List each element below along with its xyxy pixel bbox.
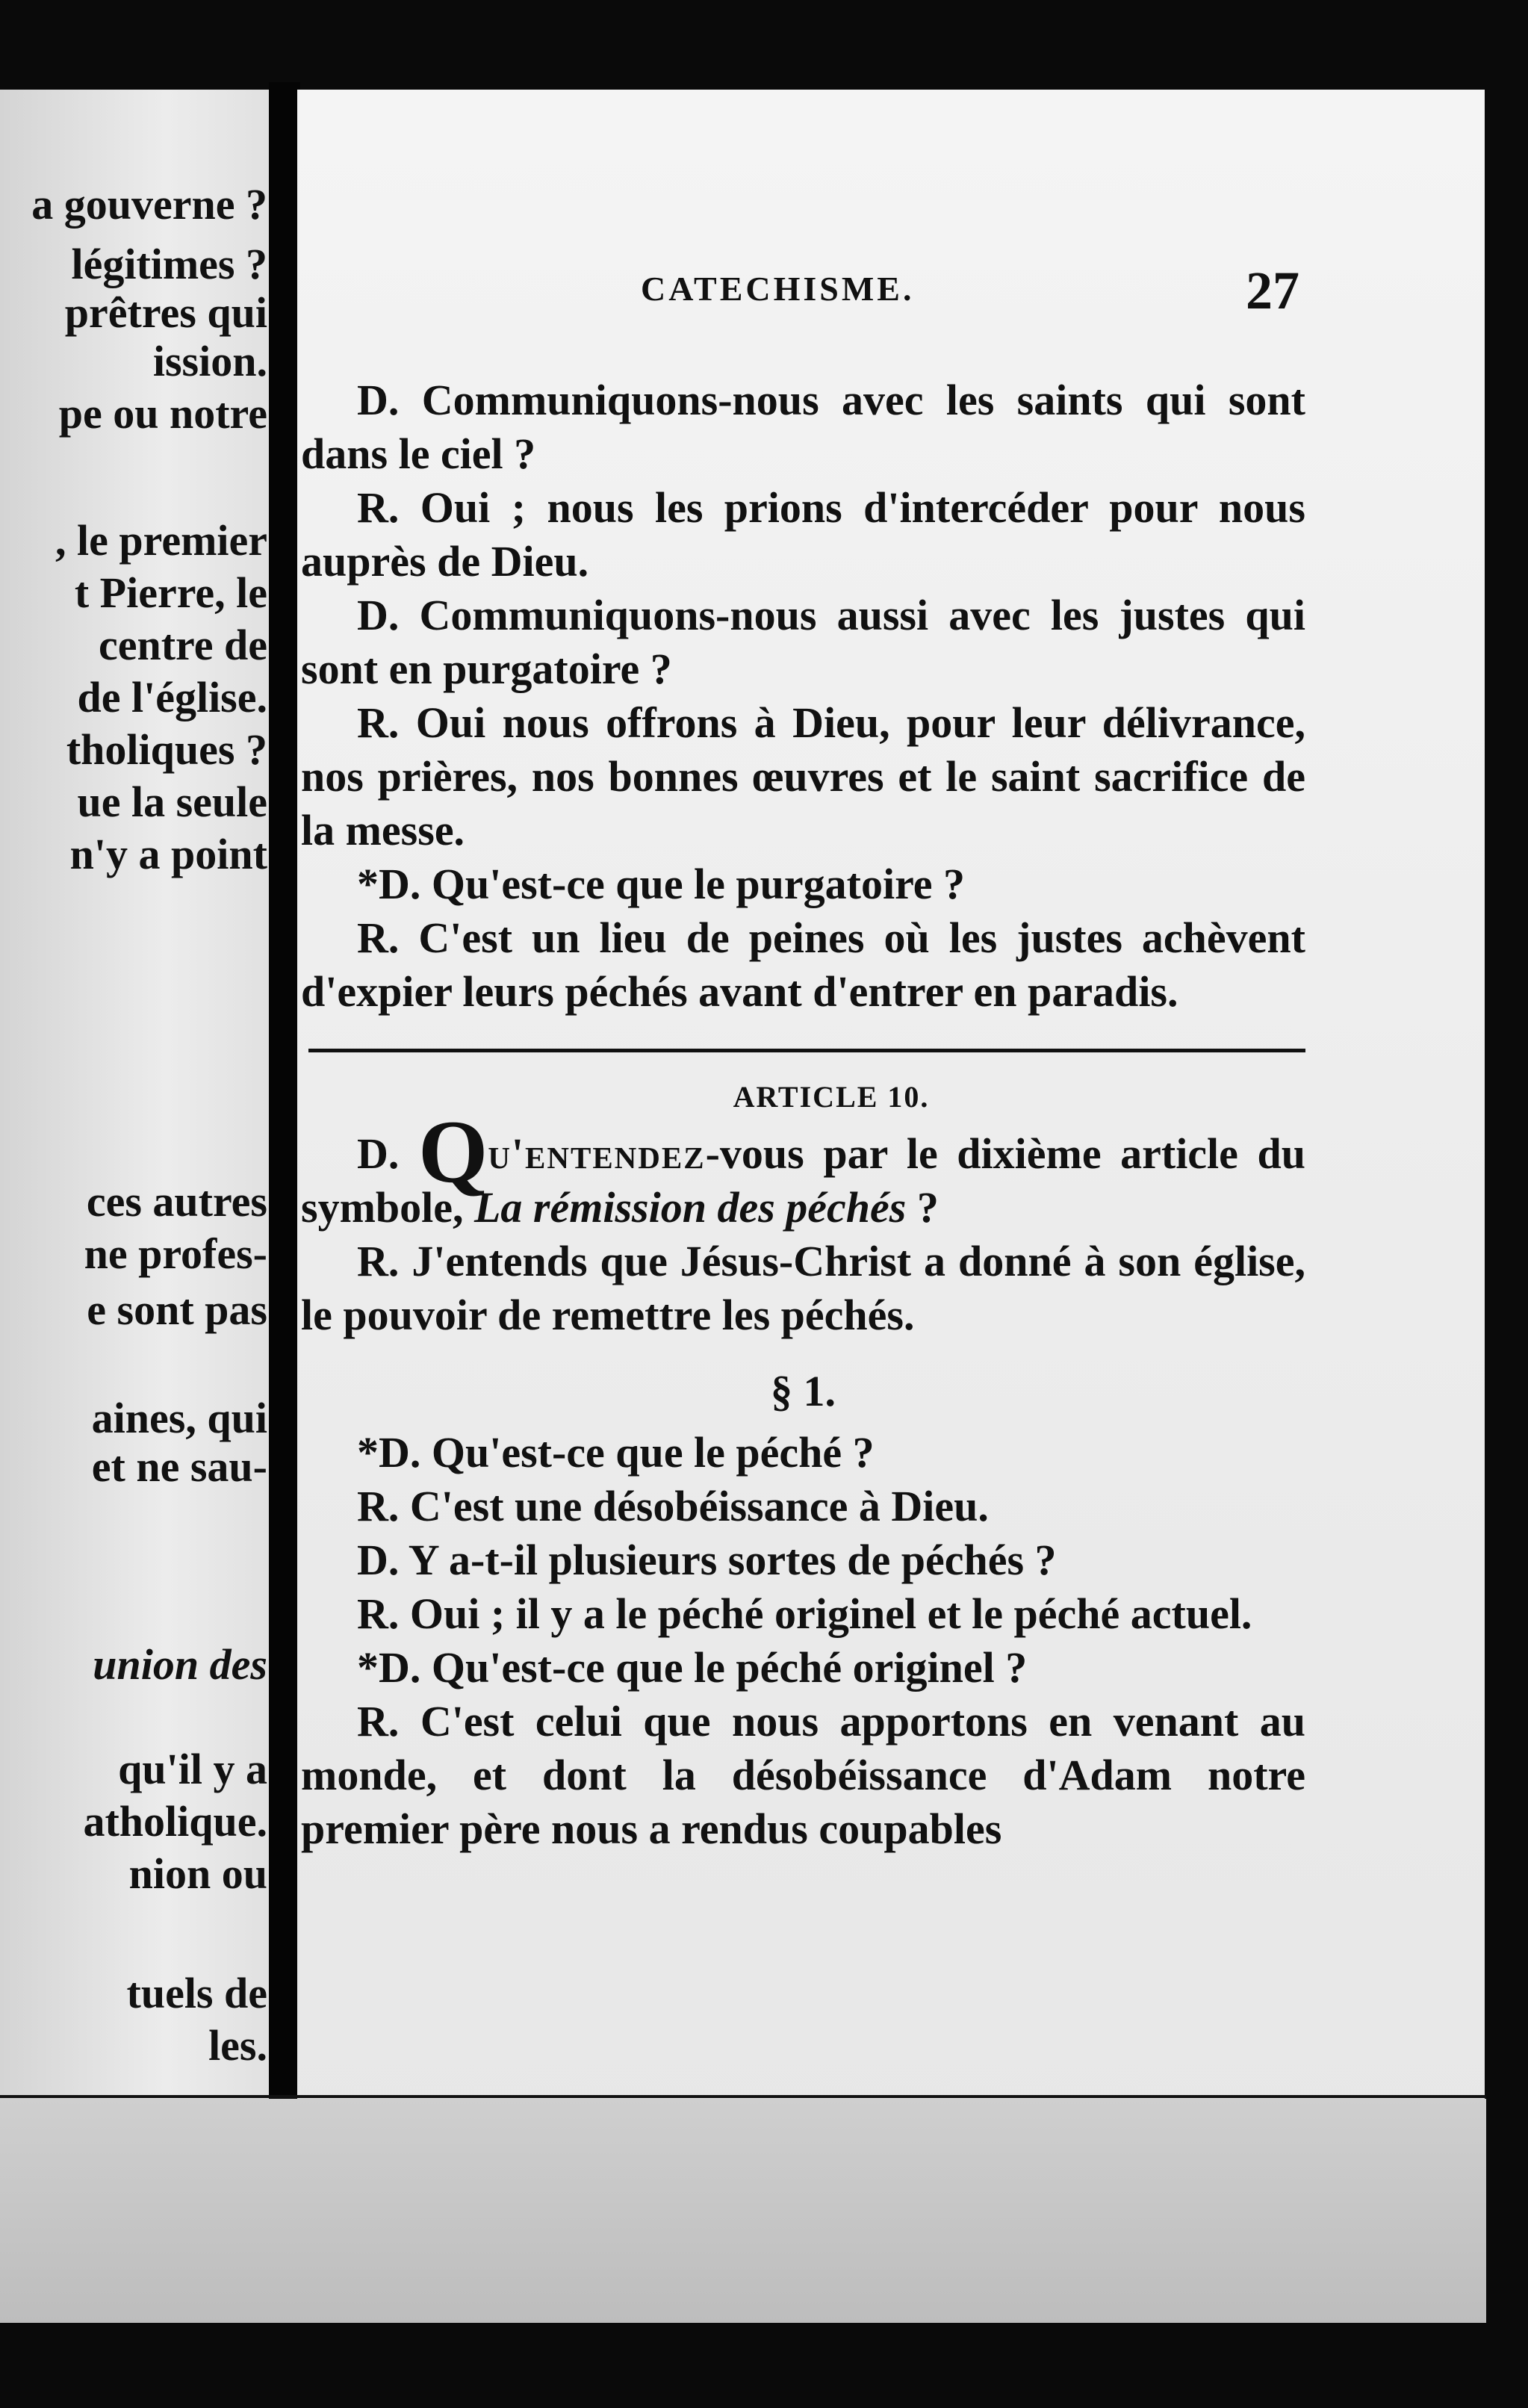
left-fragment: a gouverne ? — [31, 180, 267, 229]
paragraph: R. J'entends que Jésus-Christ a donné à son église, le pouvoir de remettre les péchés. — [301, 1237, 1305, 1339]
left-fragment: centre de — [99, 621, 267, 669]
left-fragment: tholiques ? — [66, 725, 267, 774]
article-heading: ARTICLE 10. — [733, 1080, 930, 1114]
article-title-italic: La rémission des péchés — [474, 1183, 907, 1232]
left-fragment: pe ou notre — [58, 389, 267, 438]
left-fragment: e sont pas — [87, 1285, 267, 1334]
article-question — [301, 1102, 1305, 1235]
page-edge-line — [0, 2095, 1486, 2098]
question-mark: ? — [916, 1183, 939, 1232]
left-fragment: atholique. — [83, 1797, 267, 1846]
paragraph: R. C'est une désobéissance à Dieu. — [357, 1482, 989, 1530]
paragraph: D. Communiquons-nous aussi avec les justes qui sont en purgatoire ? — [301, 591, 1305, 693]
left-fragment: et ne sau- — [91, 1442, 267, 1491]
left-fragment: ne profes- — [84, 1229, 267, 1278]
left-fragment: ission. — [152, 337, 267, 385]
left-fragment: t Pierre, le — [74, 568, 267, 617]
bottom-margin — [0, 2099, 1486, 2323]
question-text: -vous par le dixième article du symbole, — [301, 1129, 1305, 1232]
paragraph: R. Oui ; nous les prions d'intercéder pour nous auprès de Dieu. — [301, 483, 1305, 586]
left-fragment: tuels de — [126, 1969, 267, 2017]
paragraph: D. Y a-t-il plusieurs sortes de péchés ? — [357, 1536, 1057, 1584]
article-divider — [308, 1049, 1305, 1052]
paragraph: *D. Qu'est-ce que le péché originel ? — [357, 1643, 1028, 1692]
left-fragment: n'y a point — [69, 830, 267, 878]
page-body — [297, 373, 1305, 1856]
left-fragment: prêtres qui — [64, 288, 267, 337]
left-fragment: légitimes ? — [71, 240, 267, 288]
right-page — [297, 90, 1485, 2323]
left-fragment: de l'église. — [77, 673, 267, 722]
left-fragment: les. — [208, 2021, 267, 2070]
paragraph: R. C'est celui que nous apportons en venant au monde, et dont la désobéissance d'Adam notre premier père nous a rendus coupables — [301, 1697, 1305, 1853]
paragraph: R. Oui nous offrons à Dieu, pour leur délivrance, nos prières, nos bonnes œuvres et le saint sacrifice de la messe. — [301, 698, 1305, 854]
left-fragment: ces autres — [86, 1177, 267, 1226]
paragraph: D. Communiquons-nous avec les saints qui sont dans le ciel ? — [301, 376, 1305, 478]
left-fragment: union des — [93, 1640, 267, 1689]
small-caps-word: u'entendez — [488, 1129, 706, 1178]
left-fragment: , le premier — [55, 516, 267, 565]
paragraph: R. C'est un lieu de peines où les justes achèvent d'expier leurs péchés avant d'entrer en paradis. — [301, 913, 1305, 1016]
left-fragment: ue la seule — [77, 778, 267, 826]
page-number: 27 — [1246, 261, 1299, 320]
running-header: CATECHISME. — [641, 270, 915, 308]
left-page — [0, 90, 276, 2315]
drop-cap: Q — [417, 1102, 488, 1201]
book-gutter — [269, 82, 300, 2323]
question-prefix: D. — [357, 1129, 400, 1178]
left-fragment: nion ou — [128, 1849, 267, 1898]
left-fragment: aines, qui — [91, 1394, 267, 1442]
section-heading: § 1. — [771, 1367, 836, 1415]
left-fragment: qu'il y a — [118, 1745, 267, 1793]
paragraph: *D. Qu'est-ce que le péché ? — [357, 1428, 875, 1477]
paragraph: *D. Qu'est-ce que le purgatoire ? — [357, 860, 966, 908]
paragraph: R. Oui ; il y a le péché originel et le péché actuel. — [357, 1589, 1252, 1638]
